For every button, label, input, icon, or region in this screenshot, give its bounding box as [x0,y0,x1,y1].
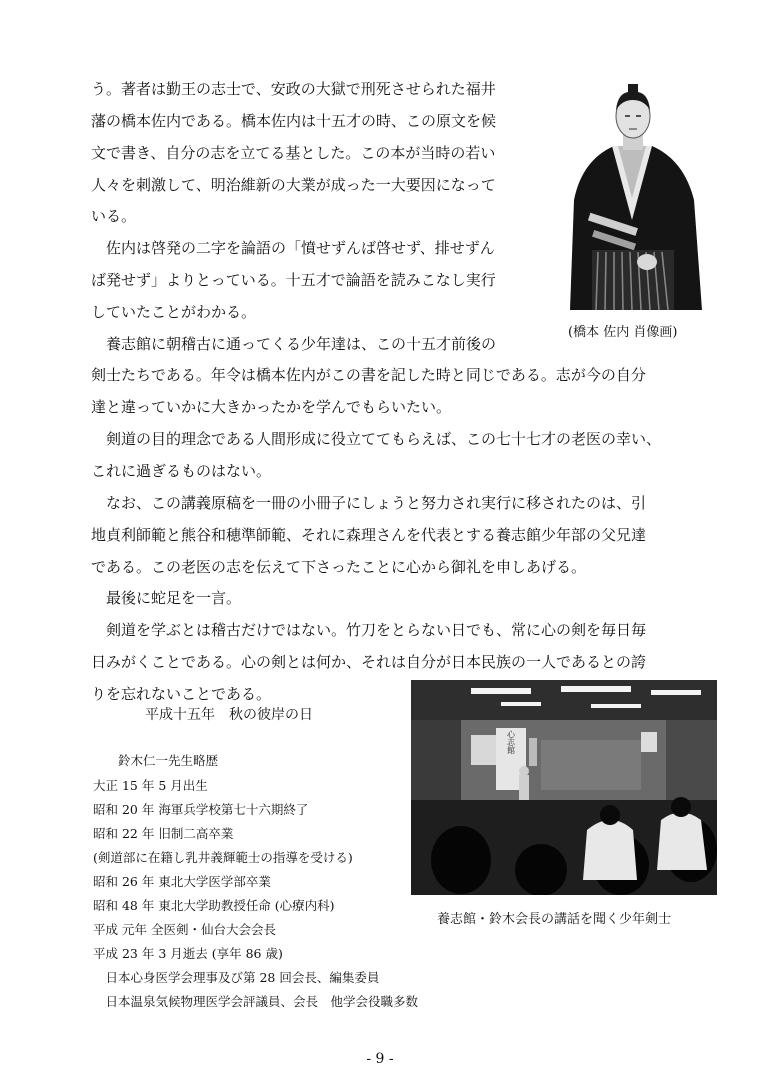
dojo-photo-drawing [411,680,717,895]
bio-item: 日本温泉気候物理医学会評議員、会長 他学会役職多数 [93,994,419,1009]
body-line: 養志館に朝稽古に通ってくる少年達は、この十五才前後の [91,335,497,353]
bio-item: 平成 23 年 3 月逝去 (享年 86 歳) [93,946,283,961]
date-line: 平成十五年 秋の彼岸の日 [145,707,313,723]
body-line: 剣道を学ぶとは稽古だけではない。竹刀をとらない日でも、常に心の剣を毎日毎 [91,621,647,639]
dojo-photo [411,680,717,895]
body-line: 達と違っていかに大きかったかを学んでもらいたい。 [91,398,452,416]
portrait-caption: (橋本 佐内 肖像画) [568,325,678,340]
body-line: 文で書き、自分の志を立てる基とした。この本が当時の若い [91,144,496,162]
bio-item: 昭和 26 年 東北大学医学部卒業 [93,874,271,889]
bio-heading: 鈴木仁一先生略歴 [118,753,219,768]
body-line: いる。 [91,207,137,225]
body-line: りを忘れないことである。 [91,685,272,703]
body-line: う。著者は勤王の志士で、安政の大獄で刑死させられた福井 [91,80,496,98]
body-line: 人々を刺激して、明治維新の大業が成った一大要因になって [91,176,496,194]
bio-item: 日本心身医学会理事及び第 28 回会長、編集委員 [93,970,380,985]
bio-item: 昭和 20 年 海軍兵学校第七十六期終了 [93,802,309,817]
body-line: 日みがくことである。心の剣とは何か、それは自分が日本民族の一人であるとの誇 [91,653,647,671]
body-line: なお、この講義原稿を一冊の小冊子にしょうと努力され実行に移されたのは、引 [91,494,647,512]
dojo-scroll-text: 心志館 [506,730,516,754]
body-line: これに過ぎるものはない。 [91,462,272,480]
bio-item: 大正 15 年 5 月出生 [93,778,208,793]
portrait-image [552,80,714,310]
body-line: である。この老医の志を伝えて下さったことに心から御礼を申しあげる。 [91,558,587,576]
portrait-drawing [552,80,714,310]
page-number: - 9 - [366,1051,394,1067]
bio-item: (剣道部に在籍し乳井義輝範士の指導を受ける) [93,850,353,865]
bio-item: 平成 元年 全医剣・仙台大会会長 [93,922,276,937]
body-line: 藩の橋本佐内である。橋本佐内は十五才の時、この原文を候 [91,112,497,130]
body-line: 最後に蛇足を一言。 [91,589,242,607]
body-line: していたことがわかる。 [91,303,257,321]
body-line: 剣士たちである。年令は橋本佐内がこの書を記した時と同じである。志が今の自分 [91,366,646,384]
photo-caption: 養志館・鈴木会長の講話を聞く少年剣士 [437,912,672,927]
body-line: 佐内は啓発の二字を論語の「憤せずんば啓せず、排せずん [91,239,495,257]
body-line: ば発せず」よりとっている。十五才で論語を読みこなし実行 [91,271,496,289]
body-line: 地貞利師範と熊谷和穂準師範、それに森理さんを代表とする養志館少年部の父兄達 [91,526,647,544]
bio-item: 昭和 22 年 旧制二高卒業 [93,826,234,841]
body-line: 剣道の目的理念である人間形成に役立ててもらえば、この七十七才の老医の幸い、 [91,430,662,448]
bio-item: 昭和 48 年 東北大学助教授任命 (心療内科) [93,898,335,913]
